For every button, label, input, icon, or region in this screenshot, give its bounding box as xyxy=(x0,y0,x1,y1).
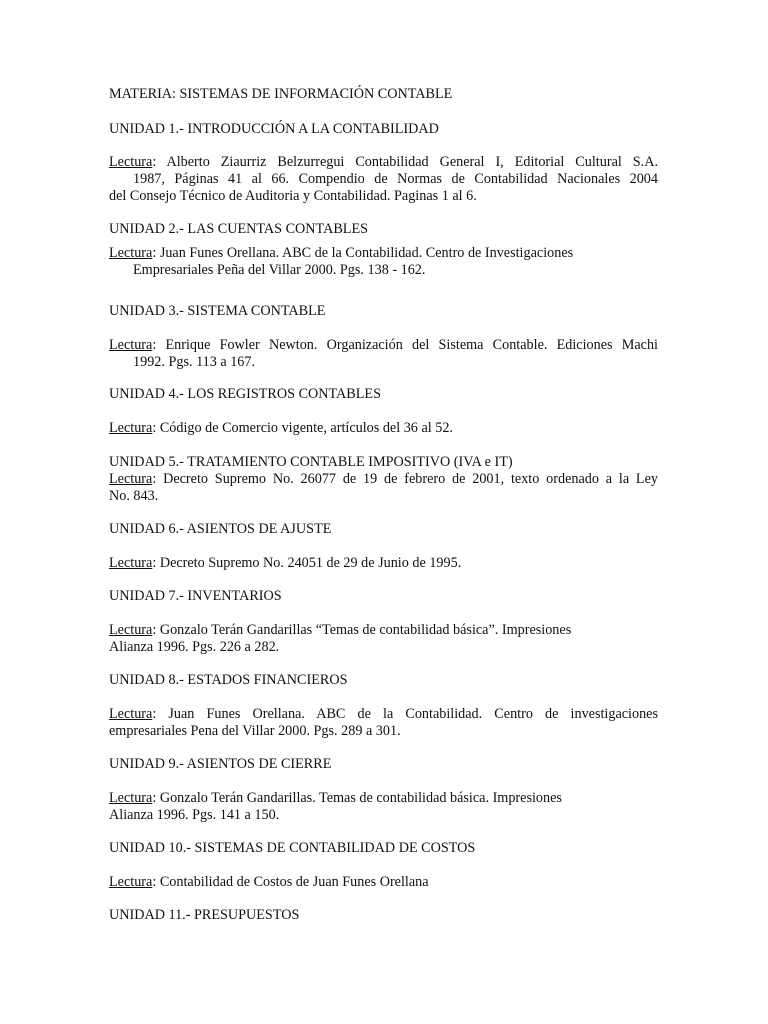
unit-2-reading-line-1: Lectura: Juan Funes Orellana. ABC de la Contabilidad. Centro de Investigaciones xyxy=(109,245,574,261)
unit-1-reading-line-1: Lectura: Alberto Ziaurriz Belzurregui Contabilidad General I, Editorial Cultural S.A. xyxy=(109,154,658,170)
unit-3-reading-line-1: Lectura: Enrique Fowler Newton. Organización del Sistema Contable. Ediciones Machi xyxy=(109,337,658,353)
unit-5-title: UNIDAD 5.- TRATAMIENTO CONTABLE IMPOSITIVO (IVA e IT) xyxy=(109,454,513,470)
unit-8-reading-line-1: Lectura: Juan Funes Orellana. ABC de la Contabilidad. Centro de investigaciones xyxy=(109,706,658,722)
lectura-label: Lectura xyxy=(109,555,153,571)
unit-3-title: UNIDAD 3.- SISTEMA CONTABLE xyxy=(109,303,326,319)
unit-1-reading-line-3: del Consejo Técnico de Auditoria y Contabilidad. Paginas 1 al 6. xyxy=(109,188,477,204)
unit-8-reading-line-2: empresariales Pena del Villar 2000. Pgs. 289 a 301. xyxy=(109,723,401,739)
lectura-label: Lectura xyxy=(109,245,153,261)
unit-10-reading-line-1: Lectura: Contabilidad de Costos de Juan Funes Orellana xyxy=(109,874,429,890)
unit-3-reading-line-2: 1992. Pgs. 113 a 167. xyxy=(133,354,256,370)
lectura-label: Lectura xyxy=(109,471,153,487)
lectura-label: Lectura xyxy=(109,874,153,890)
lectura-label: Lectura xyxy=(109,337,153,353)
unit-1-reading-line-2: 1987, Páginas 41 al 66. Compendio de Normas de Contabilidad Nacionales 2004 xyxy=(133,171,658,187)
unit-7-title: UNIDAD 7.- INVENTARIOS xyxy=(109,588,282,604)
unit-9-title: UNIDAD 9.- ASIENTOS DE CIERRE xyxy=(109,756,332,772)
unit-2-reading-line-2: Empresariales Peña del Villar 2000. Pgs. 138 - 162. xyxy=(133,262,426,278)
materia-heading: MATERIA: SISTEMAS DE INFORMACIÓN CONTABLE xyxy=(109,86,453,102)
unit-10-title: UNIDAD 10.- SISTEMAS DE CONTABILIDAD DE COSTOS xyxy=(109,840,476,856)
unit-9-reading-line-2: Alianza 1996. Pgs. 141 a 150. xyxy=(109,807,280,823)
unit-5-reading-line-1: Lectura: Decreto Supremo No. 26077 de 19 de febrero de 2001, texto ordenado a la Ley xyxy=(109,471,658,487)
unit-8-title: UNIDAD 8.- ESTADOS FINANCIEROS xyxy=(109,672,348,688)
lectura-label: Lectura xyxy=(109,622,153,638)
unit-4-title: UNIDAD 4.- LOS REGISTROS CONTABLES xyxy=(109,386,381,402)
lectura-label: Lectura xyxy=(109,790,153,806)
unit-7-reading-line-1: Lectura: Gonzalo Terán Gandarillas “Temas de contabilidad básica”. Impresiones xyxy=(109,622,572,638)
unit-9-reading-line-1: Lectura: Gonzalo Terán Gandarillas. Temas de contabilidad básica. Impresiones xyxy=(109,790,562,806)
unit-2-title: UNIDAD 2.- LAS CUENTAS CONTABLES xyxy=(109,221,369,237)
lectura-label: Lectura xyxy=(109,706,153,722)
unit-4-reading-line-1: Lectura: Código de Comercio vigente, artículos del 36 al 52. xyxy=(109,420,453,436)
lectura-label: Lectura xyxy=(109,154,153,170)
unit-7-reading-line-2: Alianza 1996. Pgs. 226 a 282. xyxy=(109,639,280,655)
unit-6-title: UNIDAD 6.- ASIENTOS DE AJUSTE xyxy=(109,521,332,537)
unit-1-title: UNIDAD 1.- INTRODUCCIÓN A LA CONTABILIDAD xyxy=(109,121,439,137)
unit-6-reading-line-1: Lectura: Decreto Supremo No. 24051 de 29 de Junio de 1995. xyxy=(109,555,462,571)
unit-5-reading-line-2: No. 843. xyxy=(109,488,159,504)
unit-11-title: UNIDAD 11.- PRESUPUESTOS xyxy=(109,907,300,923)
lectura-label: Lectura xyxy=(109,420,153,436)
